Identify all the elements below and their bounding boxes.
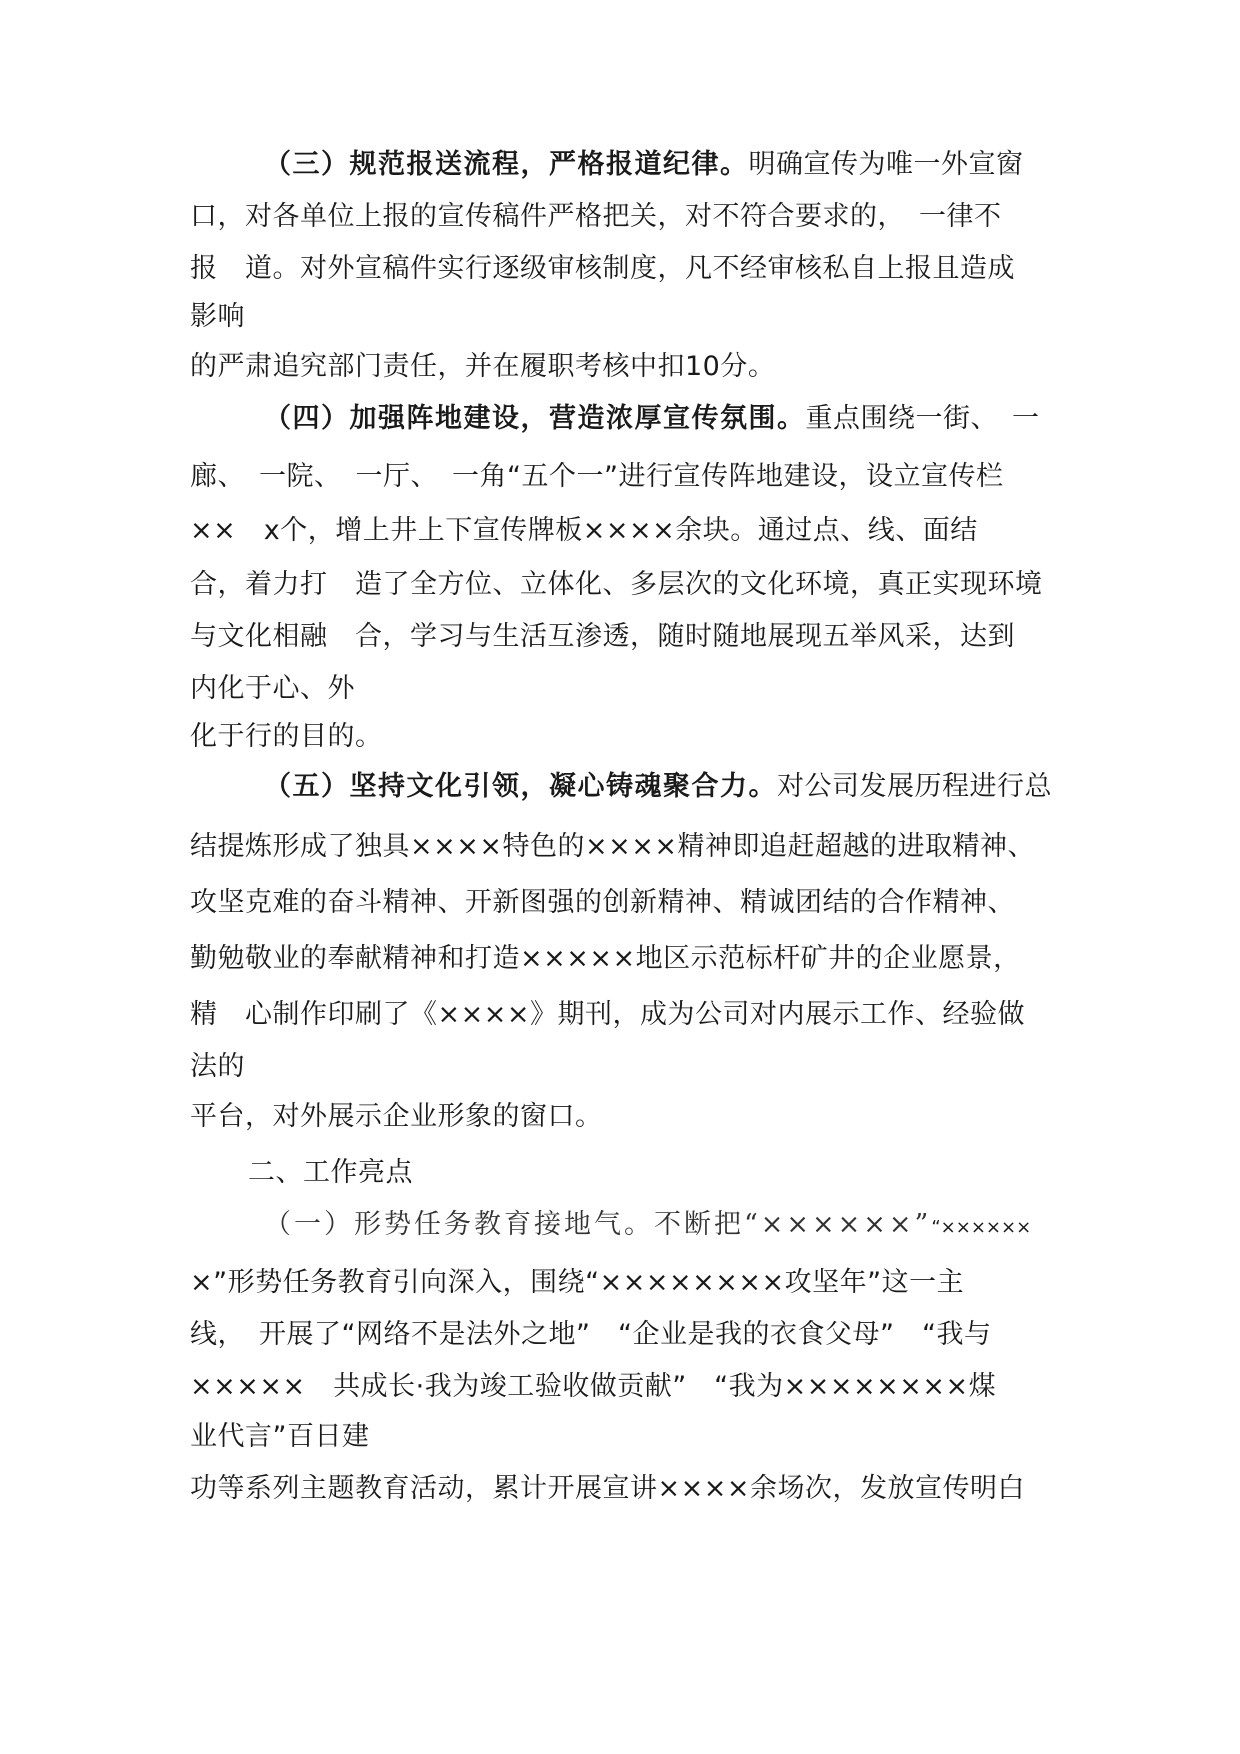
paragraph-line: 口，对各单位上报的宣传稿件严格把关，对不符合要求的， 一律不 <box>190 201 1002 232</box>
paragraph-line: 结提炼形成了独具××××特色的××××精神即追赶超越的进取精神、 <box>190 831 1035 862</box>
paragraph-line: 勤勉敬业的奉献精神和打造×××××地区示范标杆矿井的企业愿景， <box>190 943 1021 974</box>
paragraph-line: 业代言”百日建 <box>190 1421 370 1452</box>
part-title: 二、工作亮点 <box>248 1157 413 1188</box>
paragraph-line: 的严肃追究部门责任，并在履职考核中扣10分。 <box>190 351 776 382</box>
section-heading: （三）规范报送流程，严格报道纪律。 <box>264 149 749 180</box>
paragraph-line: ×”形势任务教育引向深入，围绕“××××××××攻坚年”这一主 <box>190 1267 965 1298</box>
paragraph-line: 廊、 一院、 一厅、 一角“五个一”进行宣传阵地建设，设立宣传栏 <box>190 461 1004 492</box>
paragraph-line: 攻坚克难的奋斗精神、开新图强的创新精神、精诚团结的合作精神、 <box>190 887 1015 918</box>
paragraph-line: 法的 <box>190 1051 245 1082</box>
paragraph-line: 线， 开展了“网络不是法外之地” “企业是我的衣食父母” “我与 <box>190 1319 992 1350</box>
paragraph-line: 影响 <box>190 301 245 332</box>
item-lead-small: “×××××× <box>931 1217 1032 1238</box>
paragraph-text: 明确宣传为唯一外宣窗 <box>748 149 1024 180</box>
paragraph-line: 报 道。对外宣稿件实行逐级审核制度，凡不经审核私自上报且造成 <box>190 253 1015 284</box>
paragraph-line <box>264 402 1040 436</box>
paragraph-line: 与文化相融 合，学习与生活互渗透，随时随地展现五举风采，达到 <box>190 621 1015 652</box>
paragraph-line: 平台，对外展示企业形象的窗口。 <box>190 1101 603 1132</box>
paragraph-line <box>264 770 1052 804</box>
paragraph-text: 重点围绕一街、 一 <box>805 403 1040 434</box>
paragraph-line: ×× x个，增上井上下宣传牌板××××余块。通过点、线、面结 <box>190 515 978 546</box>
item-lead: （一）形势任务教育接地气。不断把“××××××” <box>264 1209 932 1240</box>
section-heading: （四）加强阵地建设，营造浓厚宣传氛围。 <box>264 403 806 434</box>
paragraph-line: 精 心制作印刷了《××××》期刊，成为公司对内展示工作、经验做 <box>190 999 1025 1030</box>
paragraph-line: ××××× 共成长·我为竣工验收做贡献” “我为××××××××煤 <box>190 1371 997 1402</box>
paragraph-line: 化于行的目的。 <box>190 721 383 752</box>
paragraph-line <box>264 1208 1031 1245</box>
paragraph-line: 功等系列主题教育活动，累计开展宣讲××××余场次，发放宣传明白 <box>190 1473 1025 1504</box>
paragraph-line: 合，着力打 造了全方位、立体化、多层次的文化环境，真正实现环境 <box>190 569 1043 600</box>
section-heading: （五）坚持文化引领，凝心铸魂聚合力。 <box>264 771 777 802</box>
paragraph-line: 内化于心、外 <box>190 673 355 704</box>
paragraph-text: 对公司发展历程进行总 <box>777 771 1052 802</box>
paragraph-line <box>264 148 1024 182</box>
